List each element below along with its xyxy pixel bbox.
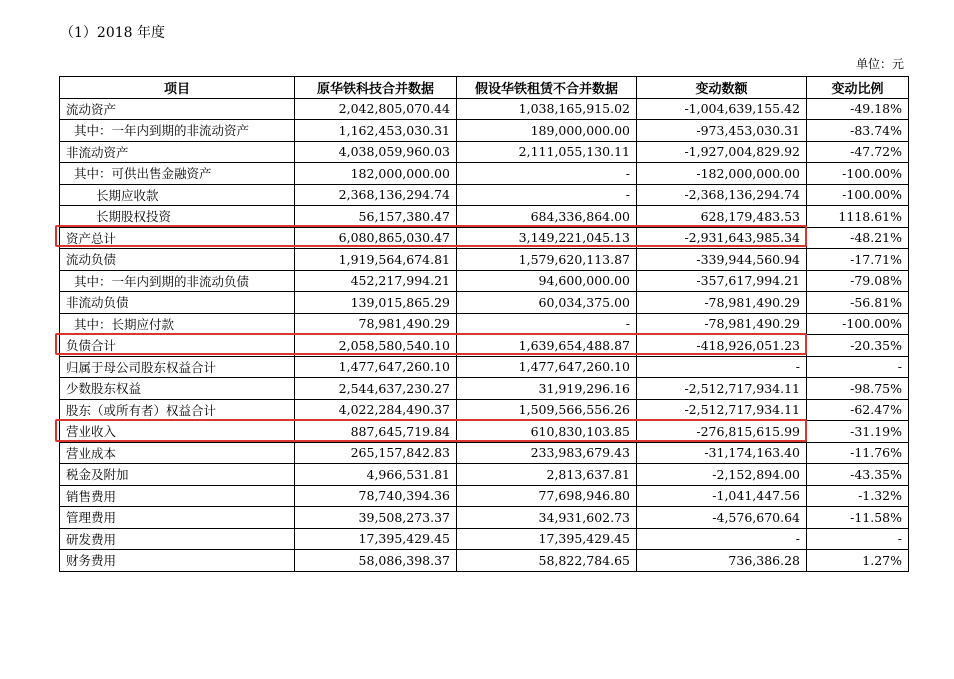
cell-assumed: 58,822,784.65 <box>457 550 637 572</box>
cell-original: 887,645,719.84 <box>295 421 457 443</box>
cell-assumed: - <box>457 313 637 335</box>
row-label: 销售费用 <box>60 485 295 507</box>
row-label: 其中：长期应付款 <box>60 313 295 335</box>
cell-change: 736,386.28 <box>637 550 807 572</box>
cell-change: -31,174,163.40 <box>637 442 807 464</box>
highlight-total-assets <box>55 225 807 247</box>
cell-assumed: 77,698,946.80 <box>457 485 637 507</box>
cell-assumed: 1,639,654,488.87 <box>457 335 637 357</box>
row-label: 流动资产 <box>60 98 295 120</box>
cell-change: 628,179,483.53 <box>637 206 807 228</box>
cell-assumed: 94,600,000.00 <box>457 270 637 292</box>
row-label: 营业收入 <box>60 421 295 443</box>
table-row <box>60 485 909 507</box>
cell-original: 2,368,136,294.74 <box>295 184 457 206</box>
cell-assumed: 1,509,566,556.26 <box>457 399 637 421</box>
cell-original: 2,042,805,070.44 <box>295 98 457 120</box>
cell-change: -2,512,717,934.11 <box>637 378 807 400</box>
row-label: 非流动资产 <box>60 141 295 163</box>
cell-change: -1,041,447.56 <box>637 485 807 507</box>
table-row <box>60 249 909 271</box>
header-change-ratio: 变动比例 <box>807 77 909 99</box>
cell-change: -78,981,490.29 <box>637 292 807 314</box>
cell-assumed: 610,830,103.85 <box>457 421 637 443</box>
row-label: 其中：可供出售金融资产 <box>60 163 295 185</box>
row-label: 负债合计 <box>60 335 295 357</box>
cell-ratio: -1.32% <box>807 485 909 507</box>
row-label: 长期股权投资 <box>60 206 295 228</box>
table-row <box>60 550 909 572</box>
cell-assumed: 1,477,647,260.10 <box>457 356 637 378</box>
cell-assumed: 60,034,375.00 <box>457 292 637 314</box>
cell-original: 1,477,647,260.10 <box>295 356 457 378</box>
cell-assumed: 684,336,864.00 <box>457 206 637 228</box>
cell-original: 4,966,531.81 <box>295 464 457 486</box>
cell-ratio: -100.00% <box>807 163 909 185</box>
row-label: 归属于母公司股东权益合计 <box>60 356 295 378</box>
cell-original: 6,080,865,030.47 <box>295 227 457 249</box>
cell-ratio: - <box>807 528 909 550</box>
row-label: 股东（或所有者）权益合计 <box>60 399 295 421</box>
cell-original: 78,740,394.36 <box>295 485 457 507</box>
cell-ratio: -49.18% <box>807 98 909 120</box>
cell-original: 1,919,564,674.81 <box>295 249 457 271</box>
row-label: 其中：一年内到期的非流动资产 <box>60 120 295 142</box>
cell-ratio: -48.21% <box>807 227 909 249</box>
table-row <box>60 399 909 421</box>
cell-change: -339,944,560.94 <box>637 249 807 271</box>
cell-original: 58,086,398.37 <box>295 550 457 572</box>
cell-change: -2,931,643,985.34 <box>637 227 807 249</box>
cell-ratio: -100.00% <box>807 313 909 335</box>
table-row <box>60 378 909 400</box>
cell-original: 78,981,490.29 <box>295 313 457 335</box>
cell-original: 2,058,580,540.10 <box>295 335 457 357</box>
row-label: 营业成本 <box>60 442 295 464</box>
cell-ratio: -20.35% <box>807 335 909 357</box>
cell-ratio: -43.35% <box>807 464 909 486</box>
cell-ratio: -31.19% <box>807 421 909 443</box>
cell-ratio: 1.27% <box>807 550 909 572</box>
cell-ratio: - <box>807 356 909 378</box>
cell-original: 452,217,994.21 <box>295 270 457 292</box>
table-row <box>60 442 909 464</box>
row-label: 财务费用 <box>60 550 295 572</box>
cell-original: 4,022,284,490.37 <box>295 399 457 421</box>
cell-assumed: 2,813,637.81 <box>457 464 637 486</box>
cell-assumed: 2,111,055,130.11 <box>457 141 637 163</box>
cell-assumed: 34,931,602.73 <box>457 507 637 529</box>
header-item: 项目 <box>60 77 295 99</box>
section-title: （1）2018 年度 <box>60 25 165 41</box>
cell-ratio: -98.75% <box>807 378 909 400</box>
cell-ratio: -100.00% <box>807 184 909 206</box>
cell-change: -418,926,051.23 <box>637 335 807 357</box>
cell-ratio: -83.74% <box>807 120 909 142</box>
row-label: 管理费用 <box>60 507 295 529</box>
row-label: 流动负债 <box>60 249 295 271</box>
cell-change: - <box>637 528 807 550</box>
cell-change: -2,368,136,294.74 <box>637 184 807 206</box>
cell-assumed: 1,038,165,915.02 <box>457 98 637 120</box>
cell-original: 4,038,059,960.03 <box>295 141 457 163</box>
cell-change: -2,152,894.00 <box>637 464 807 486</box>
cell-change: -1,004,639,155.42 <box>637 98 807 120</box>
cell-ratio: -11.58% <box>807 507 909 529</box>
highlight-operating-revenue <box>55 419 807 442</box>
cell-original: 17,395,429.45 <box>295 528 457 550</box>
table-row <box>60 356 909 378</box>
row-label: 长期应收款 <box>60 184 295 206</box>
table-row <box>60 270 909 292</box>
cell-ratio: -62.47% <box>807 399 909 421</box>
cell-assumed: 31,919,296.16 <box>457 378 637 400</box>
cell-ratio: -79.08% <box>807 270 909 292</box>
table-header-row <box>60 77 909 99</box>
table-row <box>60 120 909 142</box>
table-row <box>60 141 909 163</box>
cell-change: -973,453,030.31 <box>637 120 807 142</box>
header-change-amount: 变动数额 <box>637 77 807 99</box>
cell-ratio: -11.76% <box>807 442 909 464</box>
header-assumed-data: 假设华铁租赁不合并数据 <box>457 77 637 99</box>
cell-original: 2,544,637,230.27 <box>295 378 457 400</box>
cell-assumed: 3,149,221,045.13 <box>457 227 637 249</box>
cell-change: -78,981,490.29 <box>637 313 807 335</box>
cell-original: 265,157,842.83 <box>295 442 457 464</box>
table-row <box>60 206 909 228</box>
header-original-data: 原华铁科技合并数据 <box>295 77 457 99</box>
financial-table <box>59 76 909 572</box>
cell-original: 1,162,453,030.31 <box>295 120 457 142</box>
cell-change: -2,512,717,934.11 <box>637 399 807 421</box>
cell-change: -1,927,004,829.92 <box>637 141 807 163</box>
cell-ratio: -17.71% <box>807 249 909 271</box>
table-row <box>60 528 909 550</box>
cell-original: 39,508,273.37 <box>295 507 457 529</box>
cell-change: -182,000,000.00 <box>637 163 807 185</box>
cell-assumed: - <box>457 163 637 185</box>
row-label: 非流动负债 <box>60 292 295 314</box>
row-label: 其中：一年内到期的非流动负债 <box>60 270 295 292</box>
cell-change: - <box>637 356 807 378</box>
table-row <box>60 98 909 120</box>
cell-ratio: 1118.61% <box>807 206 909 228</box>
cell-original: 182,000,000.00 <box>295 163 457 185</box>
table-row <box>60 163 909 185</box>
unit-label: 单位：元 <box>855 57 904 71</box>
cell-ratio: -56.81% <box>807 292 909 314</box>
cell-change: -276,815,615.99 <box>637 421 807 443</box>
cell-assumed: 17,395,429.45 <box>457 528 637 550</box>
row-label: 税金及附加 <box>60 464 295 486</box>
cell-change: -4,576,670.64 <box>637 507 807 529</box>
cell-original: 139,015,865.29 <box>295 292 457 314</box>
table-row <box>60 507 909 529</box>
cell-assumed: 1,579,620,113.87 <box>457 249 637 271</box>
cell-assumed: 189,000,000.00 <box>457 120 637 142</box>
highlight-total-liabilities <box>55 333 807 355</box>
cell-assumed: - <box>457 184 637 206</box>
cell-change: -357,617,994.21 <box>637 270 807 292</box>
cell-assumed: 233,983,679.43 <box>457 442 637 464</box>
table-row <box>60 292 909 314</box>
cell-original: 56,157,380.47 <box>295 206 457 228</box>
row-label: 资产总计 <box>60 227 295 249</box>
table-row <box>60 313 909 335</box>
row-label: 研发费用 <box>60 528 295 550</box>
row-label: 少数股东权益 <box>60 378 295 400</box>
table-row <box>60 184 909 206</box>
table-row <box>60 464 909 486</box>
cell-ratio: -47.72% <box>807 141 909 163</box>
